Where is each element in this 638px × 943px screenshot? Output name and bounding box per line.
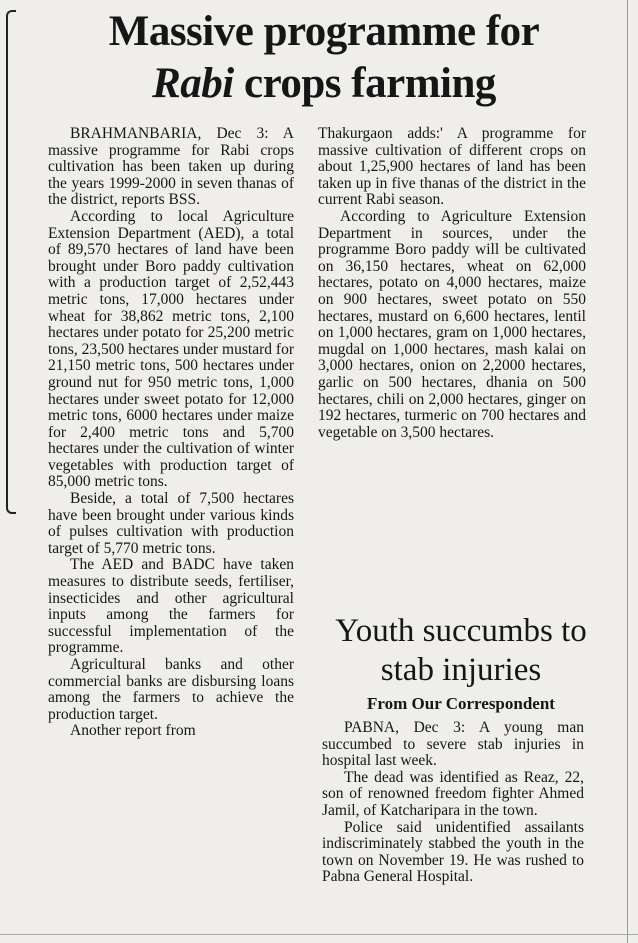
article1-column-left bbox=[48, 126, 294, 740]
article1-column-right bbox=[318, 126, 586, 441]
column-rule bbox=[627, 0, 628, 943]
main-headline bbox=[18, 6, 630, 110]
article2-paragraph: PABNA, Dec 3: A young man succumbed to severe stab injuries in hospital last week. bbox=[322, 719, 584, 770]
bottom-rule bbox=[0, 934, 638, 935]
article1-paragraph: The AED and BADC have taken measures to distribute seeds, fertiliser, insecticides and other agricultural inputs among the farmers for successful implementation of the programme. bbox=[48, 556, 294, 657]
article1-paragraph: Thakurgaon adds:' A programme for massive cultivation of different crops on about 1,25,900 hectares of land has been taken up in five thanas of the district in the current Rabi season. bbox=[318, 125, 586, 209]
headline-line1: Massive programme for bbox=[108, 8, 540, 55]
headline-rabi: Rabi bbox=[152, 60, 234, 107]
article2-byline: From Our Correspondent bbox=[367, 694, 555, 713]
article1-paragraph: Beside, a total of 7,500 hectares have been brought under various kinds of pulses cultivation with production target of 5,770 metric tons. bbox=[48, 490, 294, 557]
article-bracket-rule bbox=[6, 10, 16, 514]
article2-headline: Youth succumbs to stab injuries bbox=[335, 613, 587, 688]
article1-paragraph: According to local Agriculture Extension Department (AED), a total of 89,570 hectares of land have been brought under Boro paddy cultivation with a production target of 2,52,443 metric tons, 17,000 hectares under wheat for 38,862 metric tons, 2,100 hectares under potato for 25,200 metric tons, 23,500 hectares under mustard for 21,150 metric tons, 500 hectares under ground nut for 950 metric tons, 1,000 hectares under sweet potato for 12,000 metric tons, 6000 hectares under maize for 2,400 metric tons and 5,700 hectares under the cultivation of winter vegetables with production target of 85,000 metric tons. bbox=[48, 207, 294, 491]
article1-paragraph: BRAHMANBARIA, Dec 3: A massive programme for Rabi crops cultivation has been taken up during the years 1999-2000 in seven thanas of the district, reports BSS. bbox=[48, 125, 294, 209]
article2-paragraph: The dead was identified as Reaz, 22, son of renowned freedom fighter Ahmed Jamil, of Katcharipara in the town. bbox=[322, 768, 584, 819]
headline-line2: crops farming bbox=[233, 60, 496, 107]
article2-paragraph: Police said unidentified assailants indiscriminately stabbed the youth in the town on November 19. He was rushed to Pabna General Hospital. bbox=[322, 818, 584, 886]
article1-paragraph: Another report from bbox=[70, 722, 196, 740]
article1-paragraph: According to Agriculture Extension Department in sources, under the programme Boro paddy will be cultivated on 36,150 hectares, wheat on 62,000 hectares, potato on 4,000 hectares, maize on 900 hectares, sweet potato on 550 hectares, mustard on 6,600 hectares, lentil on 1,000 hectares, gram on 1,000 hectares, mugdal on 1,000 hectares, mash kalai on 3,000 hectares, onion on 2,2000 hectares, garlic on 500 hectares, dhania on 500 hectares, chili on 2,000 hectares, ginger on 192 hectares, turmeric on 700 hectares and vegetable on 3,500 hectares. bbox=[318, 207, 586, 441]
article2-body bbox=[322, 720, 584, 886]
article1-paragraph: Agricultural banks and other commercial banks are disbursing loans among the farmers to achieve the production target. bbox=[48, 656, 294, 723]
